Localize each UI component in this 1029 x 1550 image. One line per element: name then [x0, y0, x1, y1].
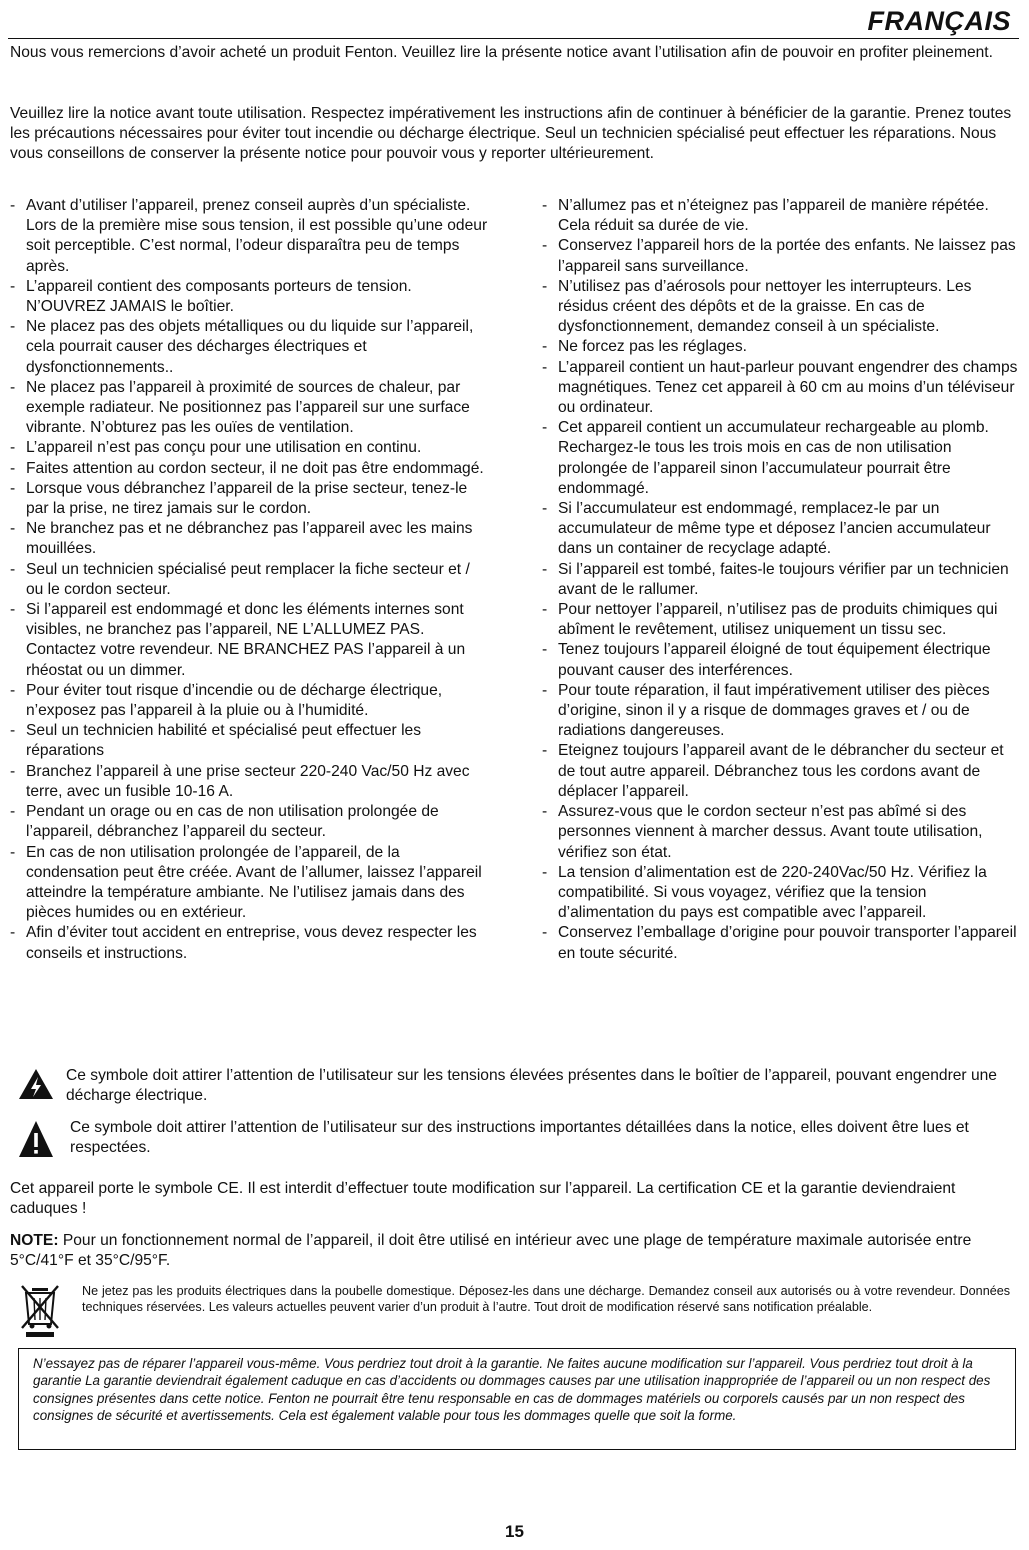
intro-thanks: Nous vous remercions d’avoir acheté un produit Fenton. Veuillez lire la présente notice avant l’utilisation afin de pouvoir en profiter pleinement. [10, 44, 993, 61]
safety-list-left [10, 196, 488, 964]
ce-text: Cet appareil porte le symbole CE. Il est interdit d’effectuer toute modification sur l’appareil. La certification CE et la garantie deviendraient caduques ! [10, 1180, 956, 1218]
safety-item [542, 863, 1020, 924]
safety-item-text: Si l’appareil est tombé, faites-le toujours vérifier par un technicien avant de le rallumer. [558, 560, 1009, 598]
high-voltage-warning-icon [18, 1068, 54, 1100]
warranty-disclaimer-box [18, 1348, 1016, 1450]
safety-item [10, 843, 488, 924]
safety-item [10, 681, 488, 721]
safety-item-text: Pendant un orage ou en cas de non utilisation prolongée de l’appareil, débranchez l’appareil du secteur. [26, 803, 439, 841]
important-instructions-text: Ce symbole doit attirer l’attention de l’utilisateur sur des instructions importantes détaillées dans la notice, elles doivent être lues et respectées. [70, 1119, 969, 1157]
list-dash: - [542, 277, 548, 295]
safety-item [542, 499, 1020, 560]
safety-item-text: Cet appareil contient un accumulateur rechargeable au plomb. Rechargez-le tous les trois mois en cas de non utilisation prolongée de l’appareil sinon l’accumulateur pourrait être endommagé. [558, 419, 989, 497]
list-dash: - [542, 419, 548, 437]
list-dash: - [542, 681, 548, 699]
safety-item-text: Eteignez toujours l’appareil avant de le débrancher du secteur et de tout autre appareil. Débranchez tous les cordons avant de déplacer l’appareil. [558, 742, 1004, 800]
safety-item [542, 358, 1020, 419]
safety-item [10, 196, 488, 277]
high-voltage-text: Ce symbole doit attirer l’attention de l’utilisateur sur les tensions élevées présentes dans le boîtier de l’appareil, pouvant engendrer une décharge électrique. [66, 1067, 997, 1105]
safety-item [542, 600, 1020, 640]
safety-item [10, 438, 488, 458]
safety-item-text: Ne branchez pas et ne débranchez pas l’appareil avec les mains mouillées. [26, 520, 473, 558]
safety-item [542, 560, 1020, 600]
safety-item-text: Branchez l’appareil à une prise secteur 220-240 Vac/50 Hz avec terre, avec un fusible 10-16 A. [26, 762, 470, 800]
list-dash: - [542, 560, 548, 578]
safety-item-text: Avant d’utiliser l’appareil, prenez conseil auprès d’un spécialiste. Lors de la première mise sous tension, il est possible qu’une odeur soit perceptible. C’est normal, l’odeur disparaîtra peu de temps après. [26, 197, 488, 275]
page-number: 15 [505, 1522, 524, 1541]
list-dash: - [10, 762, 16, 780]
safety-item [542, 640, 1020, 680]
list-dash: - [542, 924, 548, 942]
list-dash: - [542, 358, 548, 376]
safety-item [542, 236, 1020, 276]
list-dash: - [542, 237, 548, 255]
safety-item [542, 337, 1020, 357]
safety-item [10, 600, 488, 681]
list-dash: - [10, 843, 16, 861]
list-dash: - [542, 197, 548, 214]
safety-item-text: L’appareil contient un haut-parleur pouvant engendrer des champs magnétiques. Tenez cet appareil à 60 cm au moins d’un téléviseur ou ordinateur. [558, 358, 1018, 417]
high-voltage-notice [10, 1066, 1015, 1106]
safety-item [10, 802, 488, 842]
safety-item [542, 196, 1020, 236]
header-rule [8, 38, 1019, 39]
safety-item [542, 923, 1020, 963]
safety-item [542, 681, 1020, 742]
warranty-disclaimer-text: N’essayez pas de réparer l’appareil vous-même. Vous perdriez tout droit à la garantie. Ne faites aucune modification sur l’appareil. Vous perdriez tout droit à la garantie La garantie deviendrait également caduque en cas d’accidents ou dommages causes par une utilisation inappropriée de l’appareil ou un non respect des consignes présentes dans cette notice. Fenton ne pourrait être tenu responsable en cas de dommages matériels ou corporels causés par un non respect des consignes de sécurité et avertissements. Cela est également valable pour tous les dommages quelle que soit la forme. [33, 1356, 991, 1424]
safety-item [10, 479, 488, 519]
language-title: FRANÇAIS [867, 6, 1011, 36]
list-dash: - [10, 601, 16, 619]
safety-item-text: Tenez toujours l’appareil éloigné de tout équipement électrique pouvant causer des interférences. [558, 641, 991, 679]
safety-item-text: L’appareil n’est pas conçu pour une utilisation en continu. [26, 439, 422, 457]
safety-item-text: Ne forcez pas les réglages. [558, 338, 747, 356]
safety-item-text: N’allumez pas et n’éteignez pas l’appareil de manière répétée. Cela réduit sa durée de vie. [558, 197, 989, 235]
list-dash: - [10, 197, 16, 214]
safety-item [10, 519, 488, 559]
safety-item [10, 317, 488, 378]
safety-list-right [542, 196, 1020, 964]
safety-item-text: En cas de non utilisation prolongée de l’appareil, de la condensation peut être créée. Avant de l’allumer, laissez l’appareil atteindre la température ambiante. Ne l’utilisez jamais dans des pièces humides ou en extérieur. [26, 843, 482, 922]
safety-item [10, 378, 488, 439]
safety-item-text: L’appareil contient des composants porteurs de tension. N’OUVREZ JAMAIS le boîtier. [26, 277, 412, 316]
list-dash: - [542, 641, 548, 659]
safety-item-text: Conservez l’emballage d’origine pour pouvoir transporter l’appareil en toute sécurité. [558, 924, 1017, 962]
safety-item [542, 418, 1020, 499]
exclamation-warning-icon [18, 1120, 54, 1158]
safety-item-text: Assurez-vous que le cordon secteur n’est pas abîmé si des personnes viennent à marcher dessus. Avant toute utilisation, vérifiez son état. [558, 803, 983, 861]
list-dash: - [10, 378, 16, 396]
list-dash: - [542, 742, 548, 760]
note-text: Pour un fonctionnement normal de l’appareil, il doit être utilisé en intérieur avec une plage de température maximale autorisée entre 5°C/41°F et 35°C/95°F. [10, 1232, 972, 1270]
safety-item-text: Pour éviter tout risque d’incendie ou de décharge électrique, n’exposez pas l’appareil à la pluie ou à l’humidité. [26, 681, 443, 720]
list-dash: - [10, 520, 16, 538]
note-label: NOTE: [10, 1232, 59, 1249]
crossed-out-bin-icon [20, 1284, 60, 1338]
weee-disposal-text: Ne jetez pas les produits électriques dans la poubelle domestique. Déposez-les dans une décharge. Demandez conseil aux autorisés ou à votre revendeur. Données techniques réservées. Les valeurs actuelles peuvent varier d’un produit à l’autre. Tout droit de modification réservé sans notification préalable. [82, 1284, 1010, 1315]
safety-item [10, 459, 488, 479]
safety-item-text: Pour nettoyer l’appareil, n’utilisez pas de produits chimiques qui abîment le revêtement, utilisez uniquement un tissu sec. [558, 601, 998, 639]
safety-item-text: La tension d’alimentation est de 220-240Vac/50 Hz. Vérifiez la compatibilité. Si vous voyagez, vérifiez que la tension d’alimentation du pays est compatible avec l’appareil. [558, 863, 987, 922]
intro-read-notice: Veuillez lire la notice avant toute utilisation. Respectez impérativement les instructions afin de continuer à bénéficier de la garantie. Prenez toutes les précautions nécessaires pour éviter tout incendie ou décharge électrique. Seul un technicien spécialisé peut effectuer les réparations. Nous vous conseillons de conserver la présente notice pour pouvoir vous y reporter ultérieurement. [10, 105, 1012, 163]
list-dash: - [542, 601, 548, 619]
safety-item-text: Ne placez pas l’appareil à proximité de sources de chaleur, par exemple radiateur. Ne positionnez pas l’appareil sur une surface vibrante. N’obturez pas les ouïes de ventilation. [26, 378, 470, 437]
important-instructions-notice [10, 1118, 1015, 1158]
safety-item-text: Afin d’éviter tout accident en entreprise, vous devez respecter les conseils et instructions. [26, 924, 477, 962]
safety-item [10, 277, 488, 317]
safety-item [10, 762, 488, 802]
list-dash: - [542, 338, 548, 356]
list-dash: - [542, 863, 548, 881]
list-dash: - [10, 722, 16, 740]
safety-item [542, 277, 1020, 338]
list-dash: - [10, 560, 16, 578]
safety-item [10, 721, 488, 761]
note-paragraph [10, 1231, 1015, 1271]
safety-item-text: Seul un technicien habilité et spécialisé peut effectuer les réparations [26, 722, 422, 760]
list-dash: - [10, 479, 16, 497]
safety-item [10, 560, 488, 600]
list-dash: - [10, 439, 16, 457]
safety-item-text: Lorsque vous débranchez l’appareil de la prise secteur, tenez-le par la prise, ne tirez jamais sur le cordon. [26, 479, 468, 518]
safety-item-text: Conservez l’appareil hors de la portée des enfants. Ne laissez pas l’appareil sans surveillance. [558, 237, 1016, 275]
safety-item-text: Faites attention au cordon secteur, il ne doit pas être endommagé. [26, 459, 484, 477]
list-dash: - [10, 318, 16, 336]
safety-item [542, 741, 1020, 802]
safety-item-text: Si l’accumulateur est endommagé, remplacez-le par un accumulateur de même type et déposez l’ancien accumulateur dans un container de recyclage adapté. [558, 500, 991, 558]
list-dash: - [10, 924, 16, 942]
list-dash: - [10, 459, 16, 477]
safety-item-text: Pour toute réparation, il faut impérativement utiliser des pièces d’origine, sinon il y a risque de dommages graves et / ou de radiations dangereuses. [558, 681, 990, 740]
safety-item [10, 923, 488, 963]
list-dash: - [542, 803, 548, 821]
safety-item [542, 802, 1020, 863]
safety-item-text: Ne placez pas des objets métalliques ou du liquide sur l’appareil, cela pourrait causer des décharges électriques et dysfonctionnements.. [26, 318, 474, 376]
list-dash: - [10, 277, 16, 295]
safety-item-text: Seul un technicien spécialisé peut remplacer la fiche secteur et / ou le cordon secteur. [26, 560, 470, 598]
safety-item-text: N’utilisez pas d’aérosols pour nettoyer les interrupteurs. Les résidus créent des dépôts et de la graisse. En cas de dysfonctionnement, demandez conseil à un spécialiste. [558, 277, 972, 336]
safety-item-text: Si l’appareil est endommagé et donc les éléments internes sont visibles, ne branchez pas l’appareil, NE L’ALLUMEZ PAS. Contactez votre revendeur. NE BRANCHEZ PAS l’appareil à un rhéostat ou un dimmer. [26, 601, 466, 679]
list-dash: - [10, 803, 16, 821]
list-dash: - [542, 500, 548, 518]
list-dash: - [10, 681, 16, 699]
